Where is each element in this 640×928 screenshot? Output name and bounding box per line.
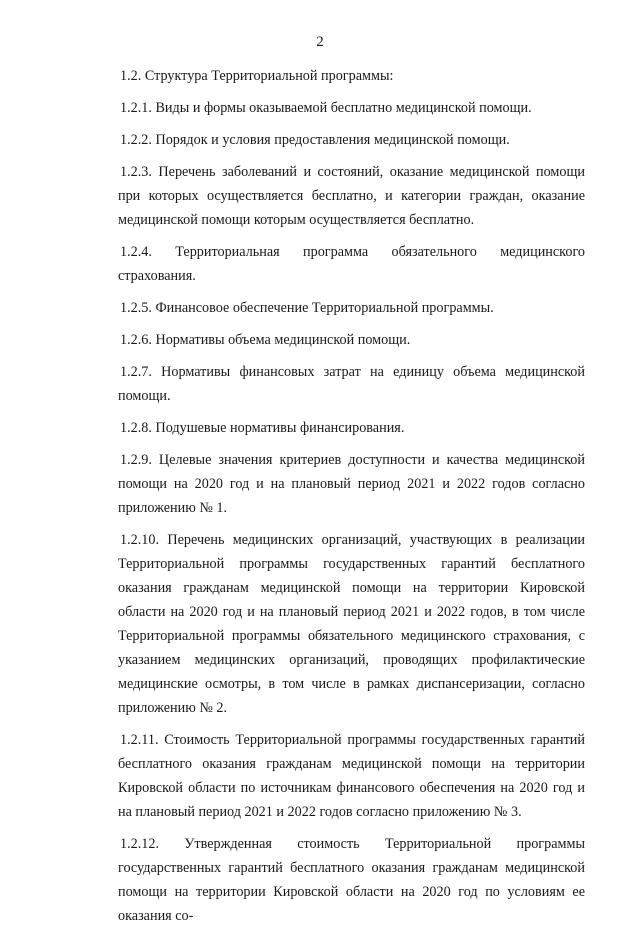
paragraph-1-2-3: 1.2.3. Перечень заболеваний и состояний, оказание медицинской помощи при которых осуществляется бесплатно, и категории граждан, оказание медицинской помощи которым осуществляется бесплатно. [118, 164, 585, 228]
paragraph-1-2-1: 1.2.1. Виды и формы оказываемой бесплатно медицинской помощи. [120, 100, 532, 116]
paragraph-1-2-4: 1.2.4. Территориальная программа обязательного медицинского страхования. [118, 244, 585, 284]
paragraph-1-2: 1.2. Структура Территориальной программы: [120, 68, 394, 84]
paragraph-1-2-8: 1.2.8. Подушевые нормативы финансирования. [120, 420, 405, 436]
paragraph-1-2-9: 1.2.9. Целевые значения критериев доступности и качества медицинской помощи на 2020 год и на плановый период 2021 и 2022 годов согласно приложению № 1. [118, 452, 585, 516]
paragraph-1-2-10: 1.2.10. Перечень медицинских организаций, участвующих в реализации Территориальной программы государственных гарантий бесплатного оказания гражданам медицинской помощи на территории Кировской области на 2020 год и на плановый период 2021 и 2022 годов, в том числе Территориальной программы обязательного медицинского страхования, с указанием медицинских организаций, проводящих профилактические медицинские осмотры, в том числе в рамках диспансеризации, согласно приложению № 2. [118, 532, 585, 716]
document-body [118, 64, 585, 928]
paragraph-1-2-12: 1.2.12. Утвержденная стоимость Территориальной программы государственных гарантий бесплатного оказания гражданам медицинской помощи на территории Кировской области на 2020 год по условиям ее оказания со- [118, 836, 585, 924]
paragraph-1-2-2: 1.2.2. Порядок и условия предоставления медицинской помощи. [120, 132, 510, 148]
paragraph-1-2-7: 1.2.7. Нормативы финансовых затрат на единицу объема медицинской помощи. [118, 364, 585, 404]
paragraph-1-2-6: 1.2.6. Нормативы объема медицинской помощи. [120, 332, 411, 348]
paragraph-1-2-5: 1.2.5. Финансовое обеспечение Территориальной программы. [120, 300, 494, 316]
page-number: 2 [316, 34, 324, 50]
paragraph-1-2-11: 1.2.11. Стоимость Территориальной программы государственных гарантий бесплатного оказания гражданам медицинской помощи на территории Кировской области по источникам финансового обеспечения на 2020 год и на плановый период 2021 и 2022 годов согласно приложению № 3. [118, 732, 585, 820]
